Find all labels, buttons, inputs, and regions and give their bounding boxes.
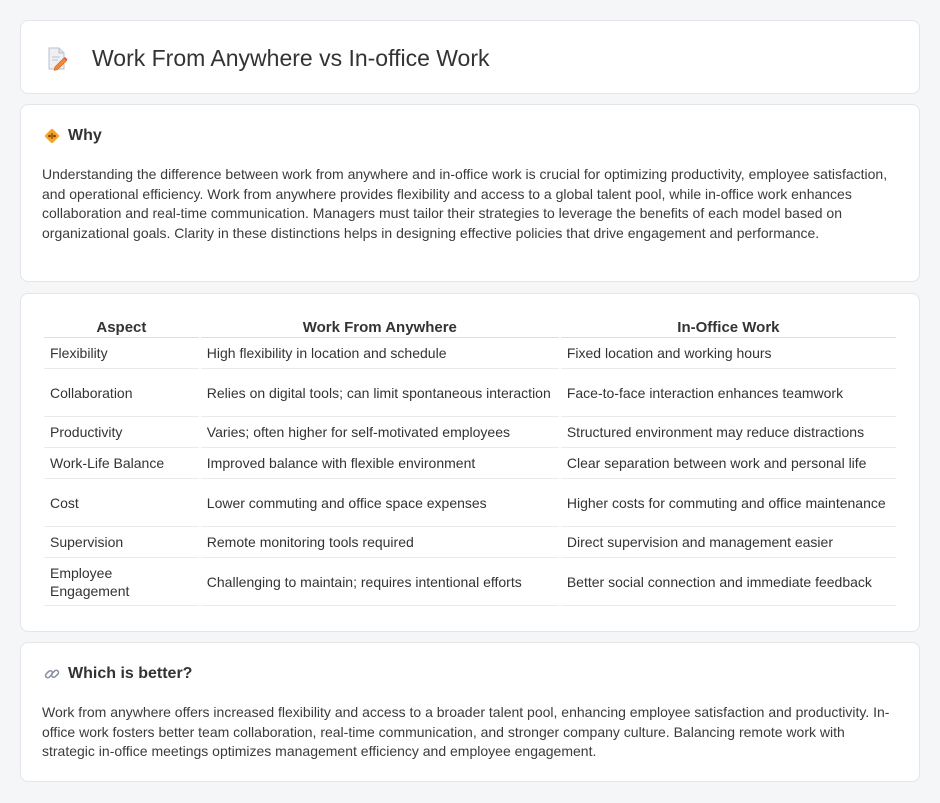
table-row [44, 448, 896, 479]
why-heading [43, 127, 102, 145]
cell-office: Clear separation between work and personal life [561, 448, 896, 479]
cell-office: Structured environment may reduce distractions [561, 417, 896, 448]
which-is-better-section [20, 642, 920, 782]
cell-anywhere: Challenging to maintain; requires intentional efforts [201, 558, 559, 606]
cell-aspect: Cost [44, 479, 199, 527]
header-card [20, 20, 920, 94]
comparison-table [42, 316, 898, 606]
cell-aspect: Productivity [44, 417, 199, 448]
cell-office: Direct supervision and management easier [561, 527, 896, 558]
cell-aspect: Collaboration [44, 369, 199, 417]
cell-anywhere: Lower commuting and office space expenses [201, 479, 559, 527]
cell-office: Fixed location and working hours [561, 338, 896, 369]
document-pencil-icon [46, 47, 68, 71]
cell-anywhere: High flexibility in location and schedule [201, 338, 559, 369]
cell-anywhere: Improved balance with flexible environment [201, 448, 559, 479]
cell-office: Better social connection and immediate feedback [561, 558, 896, 606]
header-in-office-work: In-Office Work [561, 316, 896, 338]
better-title: Which is better? [68, 665, 193, 682]
better-heading [43, 665, 192, 683]
why-section [20, 104, 920, 282]
diamond-warning-icon [43, 127, 61, 145]
page-title: Work From Anywhere vs In-office Work [92, 45, 490, 71]
cell-aspect: Supervision [44, 527, 199, 558]
cell-aspect: Flexibility [44, 338, 199, 369]
comparison-section [20, 293, 920, 632]
why-body: Understanding the difference between work from anywhere and in-office work is crucial for optimizing productivity, employee satisfaction, and operational efficiency. Work from anywhere provides flexibility and access to a global talent pool, while in-office work enhances collaboration and real-time communication. Managers must tailor their strategies to leverage the benefits of each model based on organizational goals. Clarity in these distinctions helps in designing effective policies that drive engagement and performance. [42, 166, 888, 241]
header-work-from-anywhere: Work From Anywhere [201, 316, 559, 338]
cell-anywhere: Remote monitoring tools required [201, 527, 559, 558]
cell-aspect: Employee Engagement [44, 558, 199, 606]
link-icon [43, 665, 61, 683]
table-row [44, 527, 896, 558]
table-row [44, 558, 896, 606]
table-header-row [44, 316, 896, 338]
better-body: Work from anywhere offers increased flexibility and access to a broader talent pool, enhancing employee satisfaction and productivity. In-office work fosters better team collaboration, real-time communication, and stronger company culture. Balancing remote work with strategic in-office meetings optimizes management efficiency and employee engagement. [42, 704, 890, 759]
cell-office: Higher costs for commuting and office maintenance [561, 479, 896, 527]
why-title: Why [68, 127, 102, 144]
cell-office: Face-to-face interaction enhances teamwork [561, 369, 896, 417]
table-row [44, 369, 896, 417]
table-row [44, 338, 896, 369]
cell-anywhere: Varies; often higher for self-motivated employees [201, 417, 559, 448]
header-aspect: Aspect [44, 316, 199, 338]
cell-anywhere: Relies on digital tools; can limit spontaneous interaction [201, 369, 559, 417]
table-row [44, 479, 896, 527]
table-row [44, 417, 896, 448]
cell-aspect: Work-Life Balance [44, 448, 199, 479]
